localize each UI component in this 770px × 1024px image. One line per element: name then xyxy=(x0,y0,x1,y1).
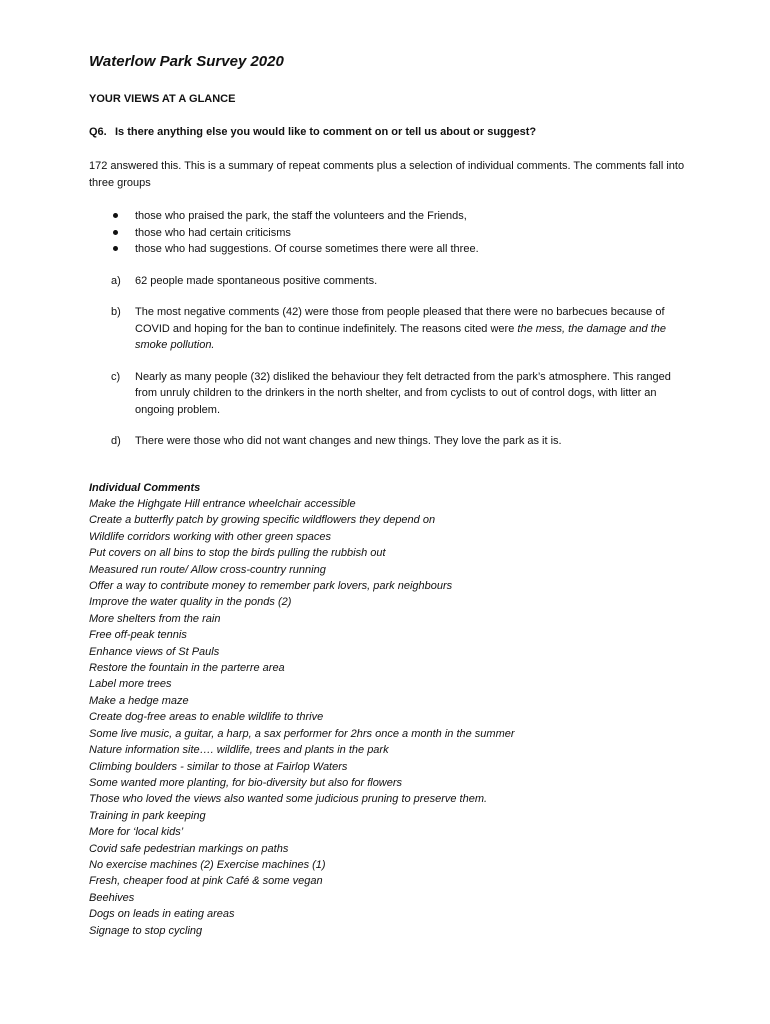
point-text: 62 people made spontaneous positive comments. xyxy=(135,274,378,287)
list-item: Nature information site…. wildlife, trees and plants in the park xyxy=(89,744,389,757)
list-item: Fresh, cheaper food at pink Café & some vegan xyxy=(89,875,323,888)
list-item: Make the Highgate Hill entrance wheelchair accessible xyxy=(89,498,356,510)
bullet-icon xyxy=(113,213,118,218)
group-text: those who had suggestions. Of course sometimes there were all three. xyxy=(135,243,479,255)
question-text: Is there anything else you would like to comment on or tell us about or suggest? xyxy=(115,126,537,138)
list-item: More shelters from the rain xyxy=(89,612,221,625)
document-title: Waterlow Park Survey 2020 xyxy=(89,53,284,70)
bullet-icon xyxy=(113,246,118,251)
list-item: Beehives xyxy=(89,891,135,904)
list-item: Training in park keeping xyxy=(89,809,206,822)
list-item xyxy=(89,273,689,290)
point-letter: a) xyxy=(111,274,121,287)
point-letter: d) xyxy=(111,435,121,447)
list-item: Create a butterfly patch by growing specific wildflowers they depend on xyxy=(89,514,436,527)
list-item: Improve the water quality in the ponds (2) xyxy=(89,596,292,609)
list-item: Dogs on leads in eating areas xyxy=(89,908,235,921)
list-item: Create dog-free areas to enable wildlife to thrive xyxy=(89,711,324,724)
list-item: Put covers on all bins to stop the birds pulling the rubbish out xyxy=(89,547,386,560)
list-item xyxy=(89,433,689,450)
point-letter: b) xyxy=(111,306,121,318)
list-item: Free off-peak tennis xyxy=(89,629,187,642)
list-item: Restore the fountain in the parterre area xyxy=(89,662,285,675)
list-item: Those who loved the views also wanted some judicious pruning to preserve them. xyxy=(89,793,488,806)
list-item: Some wanted more planting, for bio-diversity but also for flowers xyxy=(89,776,403,789)
list-item: Make a hedge maze xyxy=(89,694,189,707)
list-item xyxy=(89,241,689,258)
list-item: Label more trees xyxy=(89,678,172,691)
list-item xyxy=(89,225,689,242)
list-item xyxy=(89,369,689,419)
list-item: Climbing boulders - similar to those at Fairlop Waters xyxy=(89,760,348,773)
list-item: Enhance views of St Pauls xyxy=(89,645,220,658)
list-item: No exercise machines (2) Exercise machines (1) xyxy=(89,858,326,871)
point-letter: c) xyxy=(111,370,121,383)
list-item xyxy=(89,304,689,354)
list-item: Signage to stop cycling xyxy=(89,924,203,937)
point-text: There were those who did not want changes and new things. They love the park as it is. xyxy=(135,435,562,447)
list-item: Measured run route/ Allow cross-country running xyxy=(89,563,326,576)
comments-heading: Individual Comments xyxy=(89,481,201,494)
comments-list xyxy=(89,496,689,939)
point-text: Nearly as many people (32) disliked the behaviour they felt detracted from the park’s atmosphere. This ranged from unruly children to the drinkers in the north shelter, and from cyclists to out of control dogs, with litter an ongoing problem. xyxy=(135,370,671,416)
list-item: Offer a way to contribute money to remember park lovers, park neighbours xyxy=(89,580,453,593)
question xyxy=(89,125,689,140)
points-list xyxy=(89,273,689,450)
group-text: those who praised the park, the staff the volunteers and the Friends, xyxy=(135,210,467,222)
group-text: those who had certain criticisms xyxy=(135,226,291,239)
list-item: Some live music, a guitar, a harp, a sax performer for 2hrs once a month in the summer xyxy=(89,727,515,740)
point-emphasis: the mess, the damage and the smoke pollution. xyxy=(135,322,666,351)
intro-paragraph: 172 answered this. This is a summary of repeat comments plus a selection of individual comments. The comments fall into three groups xyxy=(89,160,685,189)
question-number: Q6. xyxy=(89,126,107,138)
section-heading: YOUR VIEWS AT A GLANCE xyxy=(89,93,236,105)
list-item: More for ‘local kids’ xyxy=(89,826,184,839)
bullet-icon xyxy=(113,230,118,235)
point-text: The most negative comments (42) were those from people pleased that there were no barbecues because of COVID and hoping for the ban to continue indefinitely. The reasons cited were xyxy=(135,306,665,335)
list-item: Covid safe pedestrian markings on paths xyxy=(89,842,289,855)
list-item: Wildlife corridors working with other green spaces xyxy=(89,530,331,543)
document-page xyxy=(89,52,689,939)
groups-list xyxy=(89,208,689,258)
list-item xyxy=(89,208,689,225)
